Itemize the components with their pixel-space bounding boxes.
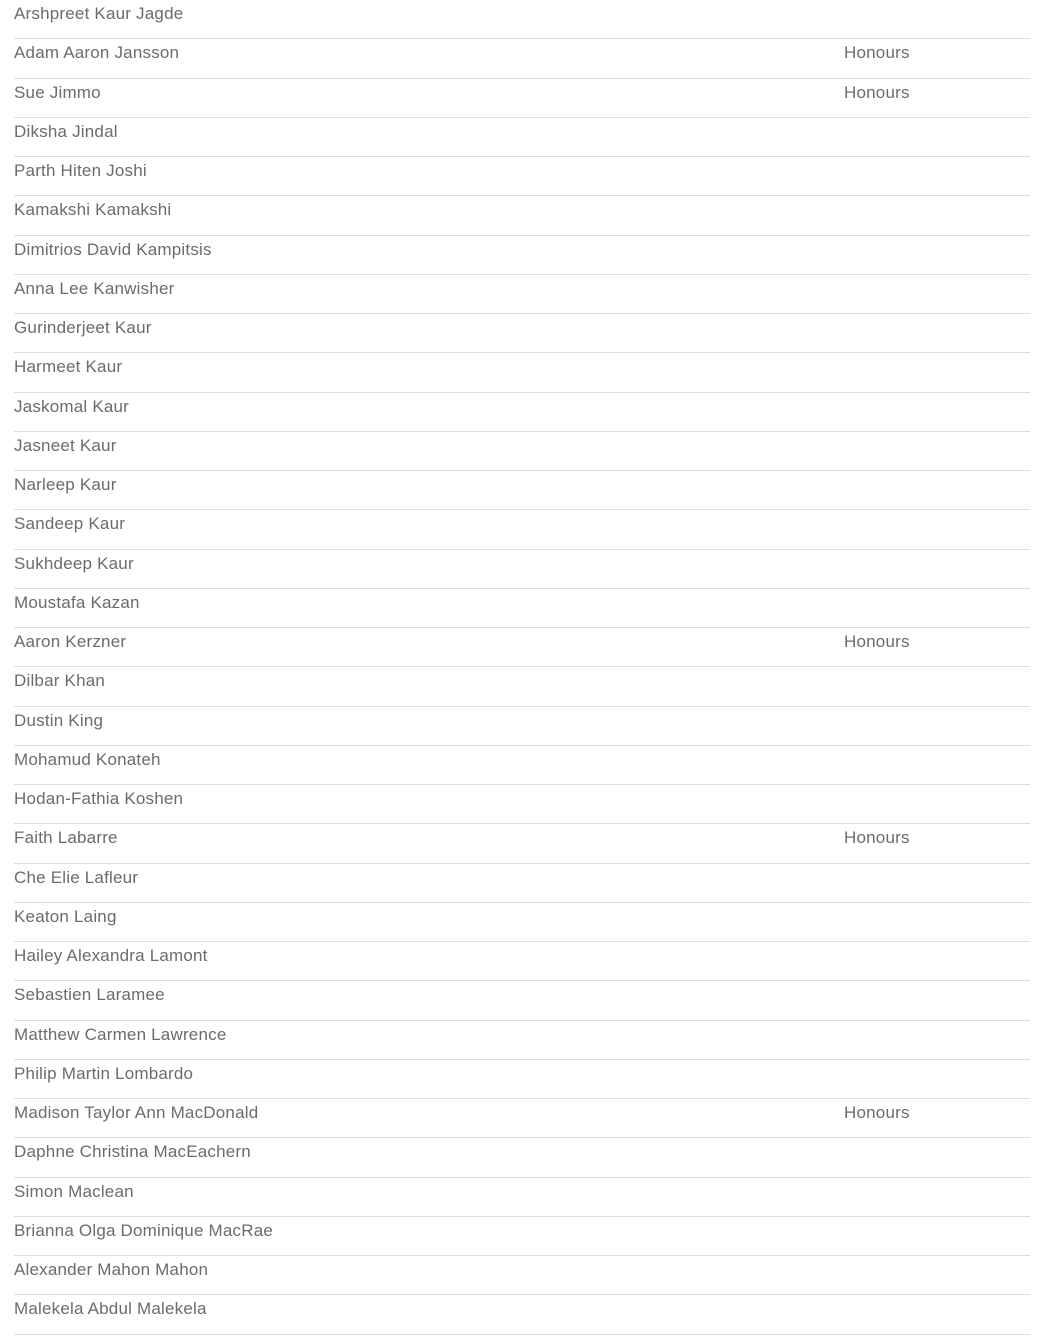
honours-note: Honours (844, 632, 910, 651)
list-item (14, 39, 1030, 78)
list-item (14, 1256, 1030, 1295)
graduate-name: Jasneet Kaur (14, 435, 117, 455)
list-item (14, 1295, 1030, 1334)
graduate-name: Sandeep Kaur (14, 514, 126, 534)
list-item (14, 314, 1030, 353)
list-item (14, 550, 1030, 589)
list-item (14, 510, 1030, 549)
honours-note: Honours (844, 82, 910, 102)
graduate-name: Che Elie Lafleur (14, 867, 139, 887)
list-item (14, 432, 1030, 471)
honours-note: Honours (844, 1103, 910, 1122)
graduate-name: Daphne Christina MacEachern (14, 1142, 251, 1162)
list-item (14, 589, 1030, 628)
graduate-name: Malekela Abdul Malekela (14, 1299, 207, 1319)
graduate-name: Gurinderjeet Kaur (14, 318, 152, 337)
list-item (14, 785, 1030, 824)
list-item (14, 1060, 1030, 1099)
list-item (14, 1021, 1030, 1060)
list-item (14, 118, 1030, 157)
list-item (14, 746, 1030, 785)
graduate-name: Alexander Mahon Mahon (14, 1260, 209, 1279)
graduate-name: Sukhdeep Kaur (14, 553, 134, 573)
graduate-name: Anna Lee Kanwisher (14, 278, 175, 298)
list-item (14, 942, 1030, 981)
list-item (14, 236, 1030, 275)
graduate-name: Sue Jimmo (14, 82, 101, 102)
honours-note: Honours (844, 828, 910, 848)
honours-note: Honours (844, 43, 910, 63)
graduate-name: Aaron Kerzner (14, 632, 127, 651)
graduate-name: Diksha Jindal (14, 121, 118, 141)
graduate-name: Faith Labarre (14, 828, 118, 848)
list-item (14, 628, 1030, 667)
graduate-name: Hailey Alexandra Lamont (14, 946, 208, 965)
list-item (14, 981, 1030, 1020)
graduate-list (14, 0, 1030, 1335)
graduate-name: Narleep Kaur (14, 475, 117, 494)
graduate-name: Adam Aaron Jansson (14, 43, 180, 63)
list-item (14, 1178, 1030, 1217)
graduate-name: Matthew Carmen Lawrence (14, 1024, 227, 1044)
list-item (14, 707, 1030, 746)
graduate-name: Sebastien Laramee (14, 985, 165, 1005)
graduate-name: Moustafa Kazan (14, 592, 140, 612)
graduate-name: Parth Hiten Joshi (14, 161, 147, 180)
list-item (14, 824, 1030, 863)
list-item (14, 393, 1030, 432)
graduate-name: Simon Maclean (14, 1181, 134, 1201)
graduate-name: Kamakshi Kamakshi (14, 200, 172, 220)
graduate-name: Hodan-Fathia Koshen (14, 789, 184, 808)
graduate-name: Jaskomal Kaur (14, 396, 130, 416)
list-item (14, 1138, 1030, 1177)
graduate-name: Philip Martin Lombardo (14, 1063, 194, 1083)
graduate-name: Harmeet Kaur (14, 357, 123, 377)
list-item (14, 353, 1030, 392)
list-item (14, 903, 1030, 942)
graduate-name: Mohamud Konateh (14, 749, 161, 769)
graduate-name: Brianna Olga Dominique MacRae (14, 1220, 274, 1240)
list-item (14, 196, 1030, 235)
list-item (14, 667, 1030, 706)
graduate-name: Keaton Laing (14, 906, 117, 926)
list-item (14, 1099, 1030, 1138)
list-item (14, 157, 1030, 196)
list-item (14, 471, 1030, 510)
list-item (14, 1217, 1030, 1256)
graduate-name: Dilbar Khan (14, 671, 106, 691)
graduate-name: Madison Taylor Ann MacDonald (14, 1103, 259, 1122)
graduate-name: Arshpreet Kaur Jagde (14, 4, 184, 23)
list-item (14, 864, 1030, 903)
list-item (14, 275, 1030, 314)
graduate-name: Dustin King (14, 710, 104, 730)
list-item (14, 79, 1030, 118)
graduate-name: Dimitrios David Kampitsis (14, 239, 212, 259)
list-item (14, 0, 1030, 39)
